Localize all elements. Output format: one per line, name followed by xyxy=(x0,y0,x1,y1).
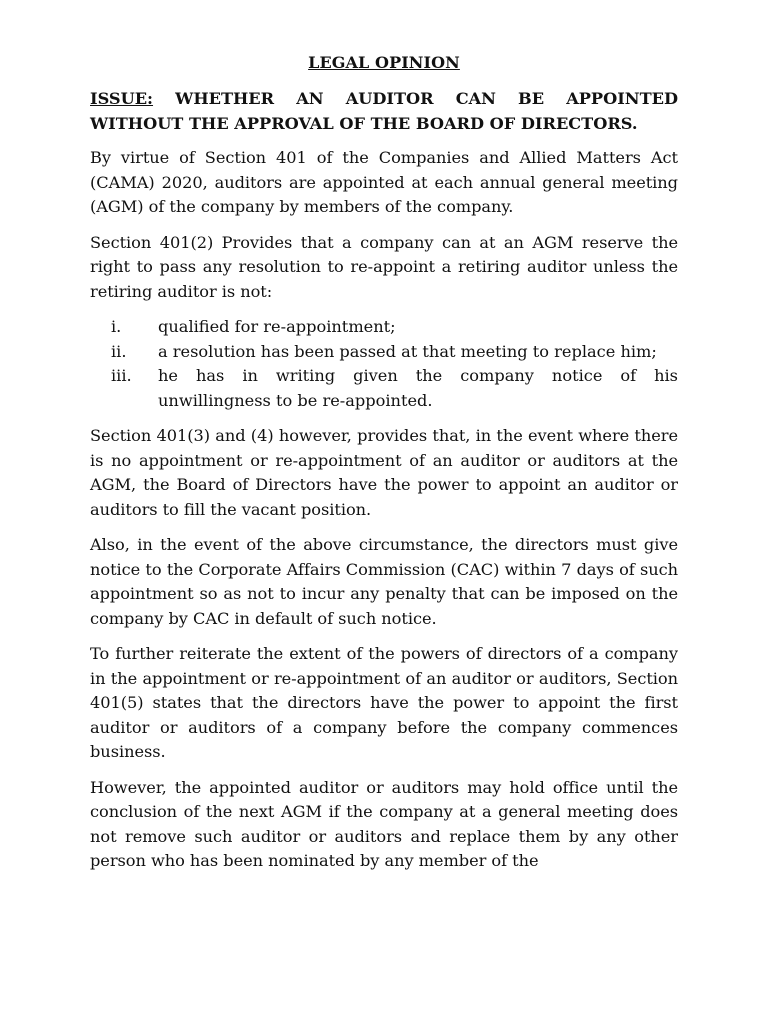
list-item-number: ii. xyxy=(111,341,127,361)
paragraph-section-401-2: Section 401(2) Provides that a company can at an AGM reserve the right to pass any resolution to re-appoint a retiring auditor unless the retiring auditor is not: xyxy=(90,232,678,301)
paragraph-section-401: By virtue of Section 401 of the Companies and Allied Matters Act (CAMA) 2020, auditors are appointed at each annual general meeting (AGM) of the company by members of the company. xyxy=(90,148,678,216)
list-item xyxy=(90,364,678,413)
paragraph-hold-office: However, the appointed auditor or auditors may hold office until the conclusion of the next AGM if the company at a general meeting does not remove such auditor or auditors and replace them by any other person who has been nominated by any member of the xyxy=(90,777,678,870)
conditions-list xyxy=(90,315,678,413)
issue-statement xyxy=(90,87,678,136)
list-item xyxy=(90,340,678,365)
issue-label: ISSUE: xyxy=(90,89,154,108)
document-page xyxy=(90,53,678,885)
list-item-number: i. xyxy=(111,317,122,336)
list-item-text: he has in writing given the company notice of his unwillingness to be re-appointed. xyxy=(158,366,678,410)
list-item-text: a resolution has been passed at that meeting to replace him; xyxy=(158,341,657,361)
document-title: LEGAL OPINION xyxy=(308,53,460,72)
paragraph-section-401-5: To further reiterate the extent of the powers of directors of a company in the appointment or re-appointment of an auditor or auditors, Section 401(5) states that the directors have the power to appoint the first auditor or auditors of a company before the company commences business. xyxy=(90,644,678,761)
list-item xyxy=(90,315,678,340)
list-item-text: qualified for re-appointment; xyxy=(158,317,396,336)
paragraph-cac-notice: Also, in the event of the above circumstance, the directors must give notice to the Corporate Affairs Commission (CAC) within 7 days of such appointment so as not to incur any penalty that can be imposed on the company by CAC in default of such notice. xyxy=(90,535,678,628)
issue-text: WHETHER AN AUDITOR CAN BE APPOINTED WITHOUT THE APPROVAL OF THE BOARD OF DIRECTORS. xyxy=(90,89,678,133)
paragraph-section-401-3-4: Section 401(3) and (4) however, provides that, in the event where there is no appointment or re-appointment of an auditor or auditors at the AGM, the Board of Directors have the power to appoint an auditor or auditors to fill the vacant position. xyxy=(90,426,678,519)
list-item-number: iii. xyxy=(111,366,132,385)
